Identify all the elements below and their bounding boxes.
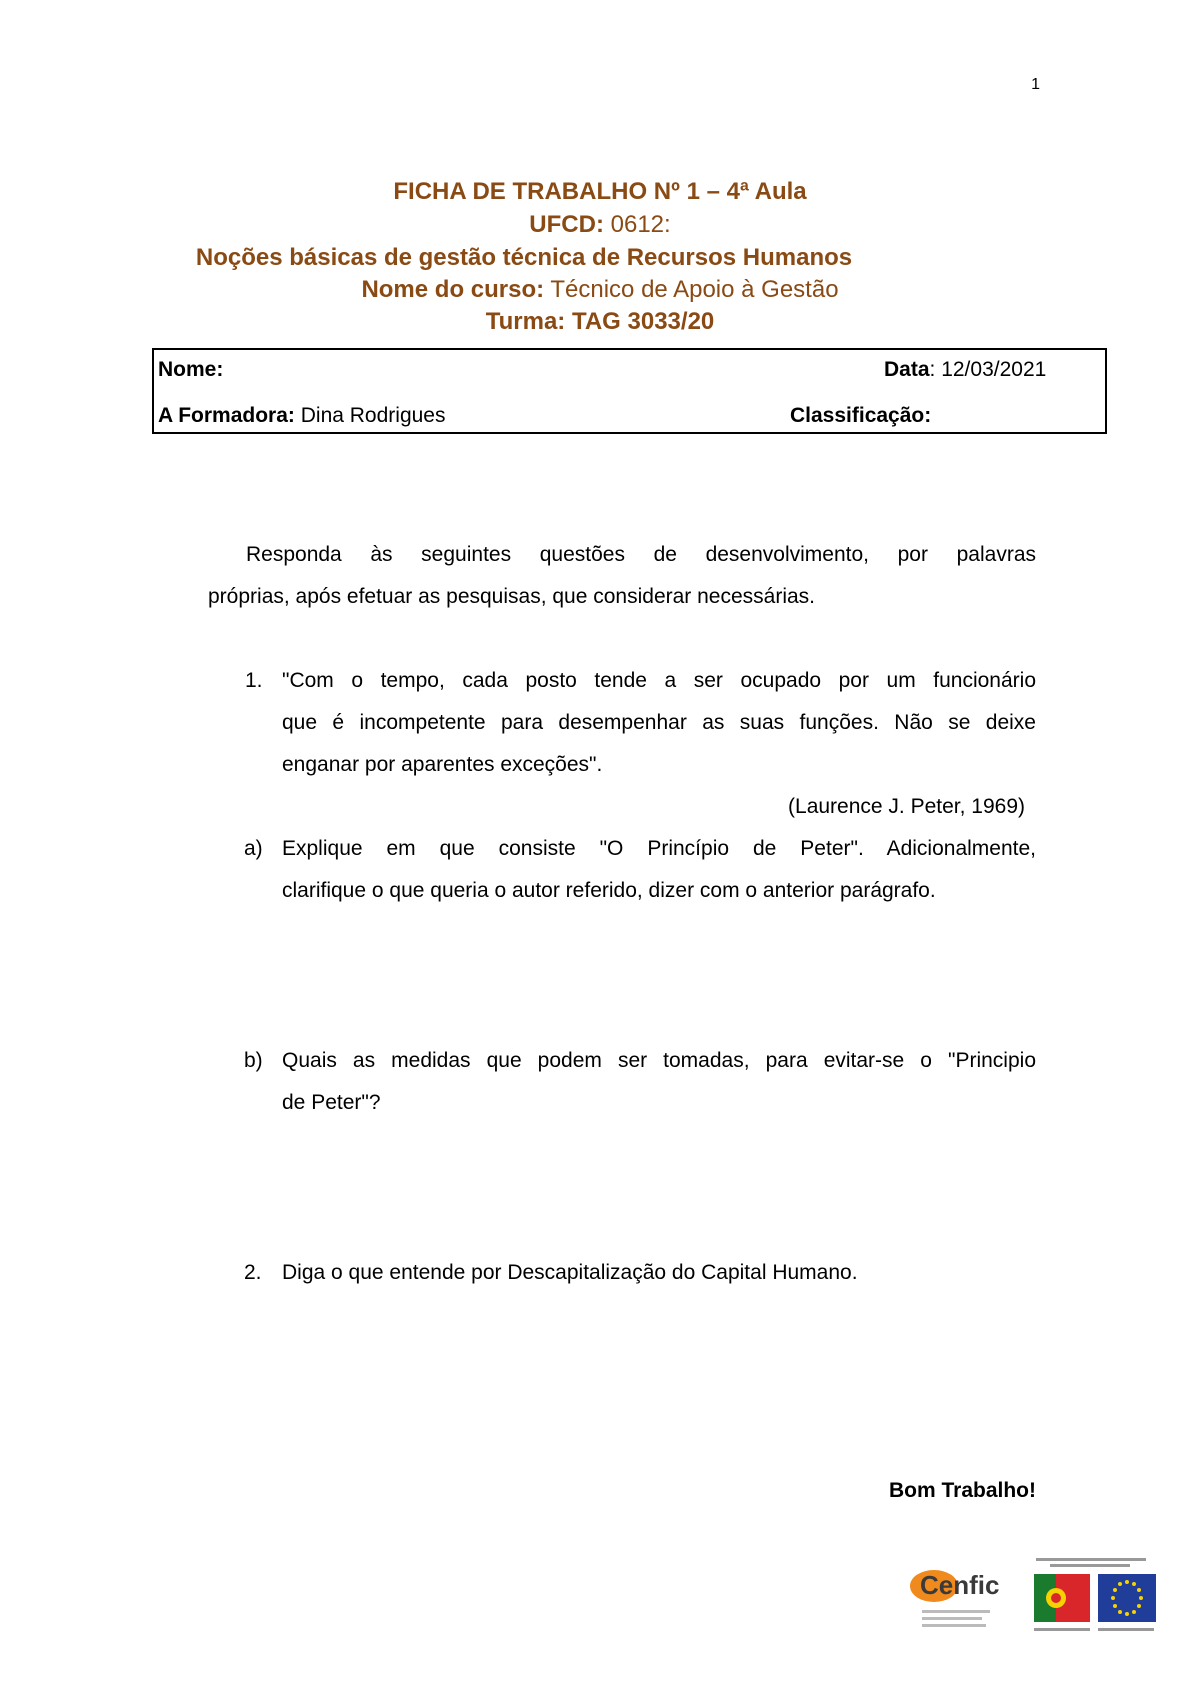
portugal-flag-icon xyxy=(1034,1574,1090,1622)
cenfic-caption-line-1 xyxy=(922,1610,990,1613)
question-1-quote-line-3: enganar por aparentes exceções". xyxy=(282,753,603,776)
funding-caption-line-2 xyxy=(1050,1564,1130,1567)
grade-label: Classificação: xyxy=(790,404,932,427)
funding-caption-line-1 xyxy=(1036,1558,1146,1561)
cenfic-logo-text: Cenfic xyxy=(920,1570,1000,1600)
eu-caption-line xyxy=(1098,1628,1154,1631)
ufcd-value: 0612: xyxy=(603,211,671,238)
course-value: Técnico de Apoio à Gestão xyxy=(544,276,839,303)
pt-caption-line xyxy=(1034,1628,1090,1631)
question-1a-line-2: clarifique o que queria o autor referido, dizer com o anterior parágrafo. xyxy=(282,879,936,902)
class-line: Turma: TAG 3033/20 xyxy=(485,308,715,335)
module-title: Noções básicas de gestão técnica de Recursos Humanos xyxy=(195,244,853,271)
question-2-text: Diga o que entende por Descapitalização do Capital Humano. xyxy=(282,1261,858,1284)
question-1-number: 1. xyxy=(245,669,263,692)
trainer-value: Dina Rodrigues xyxy=(294,404,446,427)
date-label: Data xyxy=(884,358,930,381)
ufcd-line xyxy=(0,211,1200,239)
question-1b-marker: b) xyxy=(244,1049,263,1072)
worksheet-title: FICHA DE TRABALHO Nº 1 – 4ª Aula xyxy=(393,178,807,205)
eu-flag-icon xyxy=(1098,1574,1156,1622)
question-1-quote-line-1: "Com o tempo, cada posto tende a ser ocupado por um funcionário xyxy=(282,669,1036,692)
cenfic-caption-line-3 xyxy=(922,1624,986,1627)
question-2-number: 2. xyxy=(244,1261,262,1284)
question-1b-line-1: Quais as medidas que podem ser tomadas, para evitar-se o "Principio xyxy=(282,1049,1036,1072)
course-label: Nome do curso: xyxy=(361,276,545,303)
intro-line-2: próprias, após efetuar as pesquisas, que considerar necessárias. xyxy=(208,585,816,608)
cenfic-logo xyxy=(908,1556,1018,1636)
ufcd-label: UFCD: xyxy=(529,211,604,238)
date-value: : 12/03/2021 xyxy=(929,358,1047,381)
course-line xyxy=(0,276,1200,304)
intro-line-1: Responda às seguintes questões de desenvolvimento, por palavras xyxy=(246,543,1036,566)
quote-citation: (Laurence J. Peter, 1969) xyxy=(788,795,1025,818)
name-label: Nome: xyxy=(158,358,224,381)
student-info-box xyxy=(152,348,1107,434)
question-1a-line-1: Explique em que consiste "O Princípio de Peter". Adicionalmente, xyxy=(282,837,1036,860)
funding-logos xyxy=(1030,1556,1160,1646)
date-field xyxy=(884,358,1046,382)
cenfic-caption-line-2 xyxy=(922,1617,982,1620)
question-1b-line-2: de Peter"? xyxy=(282,1091,381,1114)
trainer-field xyxy=(158,404,446,428)
page-number: 1 xyxy=(1031,76,1040,93)
closing-text: Bom Trabalho! xyxy=(888,1479,1036,1502)
question-1-quote-line-2: que é incompetente para desempenhar as suas funções. Não se deixe xyxy=(282,711,1036,734)
question-1a-marker: a) xyxy=(244,837,263,860)
trainer-label: A Formadora: xyxy=(158,404,295,427)
